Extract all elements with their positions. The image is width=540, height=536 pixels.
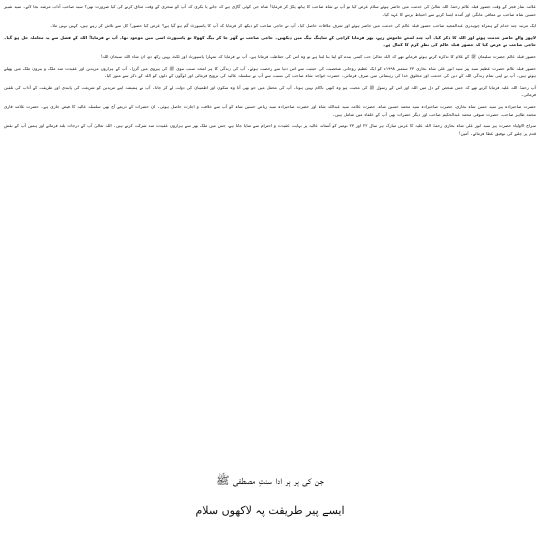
closing-verse-line-1-text: جن کی ہر ہر ادا سنتِ مصطفی ﷺ (216, 474, 324, 487)
paragraph-3: لاہور والے حاضر خدمت ہوئے اور اللہ کا ذکر کیا۔ آپ چند لمحے خاموش رہے، پھر فرمایا کراچی کے شاپنگ بیگ میں دیکھیں۔ حاجی صاحب نے گھر جا کر بیگ کھولا تو پاسپورٹ اسی میں موجود تھا۔ آپ نے فرمایا! اللہ کے فضل سے یہ معاملہ حل ہو گیا۔ حاجی صاحب نے عرض کیا کہ حضور قبلہ عالم کی نظرِ کرم کا کمال ہے۔ (4, 34, 536, 48)
paragraph-4: حضور قبلہ عالم حضرت سلیمان ﷺ کے غلام کا تذکرہ کرتے ہوئے فرماتے تھے کہ اللہ تعالیٰ جب کسی بندے کو اپنا بنا لیتا ہے تو وہ اس کی حفاظت فرماتا ہے۔ آپ نے فرمایا کہ تمہارا پاسپورٹ اور ٹکٹ یہیں رکھ دو، ان شاء اللہ سبحان اللہ! (100, 53, 536, 59)
paragraph-8: سراج الاولیاء حضرت پیر سید انور علی شاہ بخاری رحمۃ اللہ علیہ کا عرس مبارک ہر سال ۲۲ اور ۲۳ نومبر کو آستانہ عالیہ پر نہایت عقیدت و احترام سے منایا جاتا ہے، جس میں ملک بھر سے ہزاروں عقیدت مند شرکت کرتے ہیں۔ اللہ تعالیٰ آپ کے درجات بلند فرمائے اور ہمیں آپ کے نقشِ قدم پر چلنے کی توفیق عطا فرمائے۔ آمین! (4, 123, 536, 136)
paragraph-1: علامہ نماز فجر کے وقت حضور قبلہ عالم رحمۃ اللہ تعالیٰ کی خدمت میں حاضر ہوئے سلام عرض کیا تو آپ نے شاہ صاحب کا ہاتھ پکڑ کر فرمایا! شاہ جی کوئی گاڑی ہے کہ جانے یا بکری کہ آپ کو سحری کے وقت مذاق کرنے کی کیا ضرورت تھی؟ سید صاحب آداب مرشد بجا لائے۔ سید شبیر حسین شاہ صاحب نے معافی مانگی اور آئندہ ایسا کرنے سے احتیاط برتنے کا عہد کیا۔ (4, 4, 536, 17)
closing-verse-line-1 (0, 474, 540, 490)
paragraph-6: آپ رحمۃ اللہ علیہ فرمایا کرتے تھے کہ جس شخص کے دل میں اللہ اور اس کے رسول ﷺ کی محبت ہو وہ کبھی ناکام نہیں ہوتا۔ آپ کی محفل میں جو بھی آتا وہ سکون اور اطمینان کی دولت لے کر جاتا۔ آپ نے ہمیشہ اپنے مریدین کو شریعت کی پابندی اور طریقت کے آداب کی تلقین فرمائی۔ (4, 84, 536, 98)
paragraph-7: حضرت صاحبزادہ پیر سید حسن شاہ بخاری، حضرت صاحبزادہ سید محمد حسین شاہ، حضرت علامہ سید عبداللہ شاہ اور حضرت صاحبزادہ سید ریاض حسین شاہ کو آپ سے خلافت و اجازت حاصل ہوئی۔ ان حضرات کے ذریعے آج بھی سلسلہ عالیہ کا فیض جاری ہے۔ حضرت علامہ قاری محمد طاہر صاحب، حضرت صوفی محمد عبدالحکیم صاحب اور دیگر حضرات بھی آپ کے خلفاء میں شامل ہیں۔ (4, 103, 536, 117)
paragraph-5: حضور قبلہ عالم حضرت عظیم سید پیر سید انور علی شاہ بخاری ۲۳ ستمبر ۱۹۹۸ء کو ایک عظیم روحانی شخصیت کی حیثیت سے اس دنیا سے رخصت ہوئے۔ آپ کی زندگی کا ہر لمحہ سنتِ نبوی ﷺ کی پیروی میں گزرا۔ آپ کے ہزاروں مریدین اور عقیدت مند ملک و بیرون ملک میں پھیلے ہوئے ہیں۔ آپ نے اپنی تمام زندگی اللہ کے دین کی خدمت اور مخلوقِ خدا کی رہنمائی میں صرف فرمائی۔ حضرت خواجہ شاہ صاحب کی نسبت سے آپ نے سلسلہ عالیہ کی ترویج فرمائی اور لوگوں کے دلوں کو اللہ کے ذکر سے منور کیا۔ (4, 65, 536, 79)
closing-verse-line-2-text: ایسے پیر طریقت پہ لاکھوں سلام (195, 504, 345, 517)
closing-verse-line-2 (0, 504, 540, 517)
paragraph-2: ایک مرتبہ چند خدام کے ہمراہ چوہدری عبدالمجید صاحب حضور قبلہ عالم کی خدمت میں حاضر ہوئے اور شرفِ ملاقات حاصل کیا۔ آپ نے حاجی صاحب کو دیکھ کر فرمایا کہ آپ کا پاسپورٹ گم ہو گیا ہے؟ عرض کیا حضور! کل سے تلاش کر رہے ہیں، کہیں نہیں ملا۔ (49, 23, 536, 29)
